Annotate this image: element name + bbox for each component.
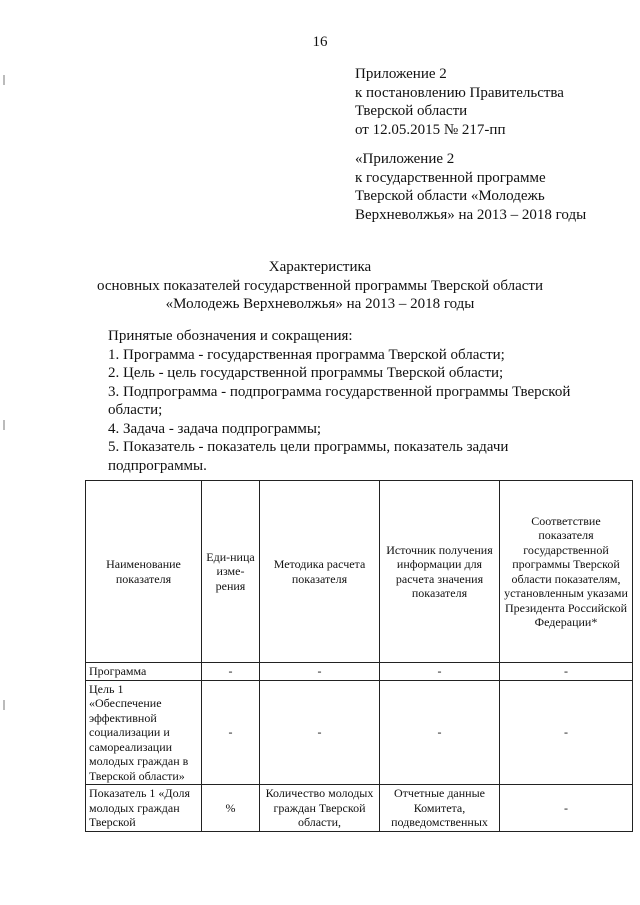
- table-cell: -: [260, 680, 380, 785]
- notes-line: 4. Задача - задача подпрограммы;: [108, 420, 322, 437]
- table-header-cell: Еди-ница изме-рения: [202, 481, 260, 663]
- table-cell: Цель 1 «Обеспечение эффективной социализации и самореализации молодых граждан в Тверской области»: [86, 680, 202, 785]
- table-cell: -: [500, 663, 633, 681]
- appendix-line: к государственной программе: [355, 169, 546, 186]
- title-line: «Молодежь Верхневолжья» на 2013 – 2018 годы: [165, 296, 475, 312]
- table-header-cell: Наименование показателя: [86, 481, 202, 663]
- notes-line: подпрограммы.: [108, 457, 207, 474]
- appendix-line: «Приложение 2: [355, 151, 455, 167]
- notes-line: 3. Подпрограмма - подпрограмма государственной программы Тверской: [108, 383, 571, 400]
- scan-artifact: [3, 700, 5, 710]
- notes-line: 2. Цель - цель государственной программы Тверской области;: [108, 365, 504, 381]
- table-cell: Количество молодых граждан Тверской области,: [260, 785, 380, 832]
- appendix-line: Верхневолжья» на 2013 – 2018 годы: [355, 206, 587, 223]
- scan-artifact: [3, 420, 5, 430]
- appendix-line: Приложение 2: [355, 66, 447, 82]
- table-cell: -: [380, 663, 500, 681]
- appendix-line: к постановлению Правительства: [355, 84, 564, 101]
- table-header-cell: Соответствие показателя государственной программы Тверской области показателям, установленным указами Президента Российской Федерации*: [500, 481, 633, 663]
- table-row: [86, 785, 633, 832]
- table-cell: Программа: [86, 663, 202, 681]
- notes-line: 1. Программа - государственная программа Тверской области;: [108, 346, 505, 363]
- table-cell: Показатель 1 «Доля молодых граждан Тверской: [86, 785, 202, 832]
- appendix-line: Тверской области: [355, 103, 468, 119]
- appendix-line: Тверской области «Молодежь: [355, 188, 545, 204]
- title-line: основных показателей государственной программы Тверской области: [96, 277, 544, 294]
- notes-line: Принятые обозначения и сокращения:: [108, 328, 353, 344]
- table-cell: -: [380, 680, 500, 785]
- table-cell: Отчетные данные Комитета, подведомственных: [380, 785, 500, 832]
- table-cell: -: [202, 680, 260, 785]
- indicators-table: [85, 480, 633, 832]
- scan-artifact: [3, 75, 5, 85]
- notes-line: 5. Показатель - показатель цели программы, показатель задачи: [108, 439, 509, 455]
- page-number: 16: [312, 34, 328, 50]
- table-row: [86, 663, 633, 681]
- title-line: Характеристика: [268, 259, 372, 275]
- table-header-row: [86, 481, 633, 663]
- table-cell: -: [500, 680, 633, 785]
- table-row: [86, 680, 633, 785]
- document-title: [0, 258, 640, 314]
- table-header-cell: Методика расчета показателя: [260, 481, 380, 663]
- appendix-header: [355, 65, 564, 139]
- table-cell: -: [260, 663, 380, 681]
- notes-line: области;: [108, 402, 163, 418]
- table-cell: -: [202, 663, 260, 681]
- table-cell: -: [500, 785, 633, 832]
- abbreviations-list: [108, 327, 588, 475]
- appendix-sub-header: [355, 150, 586, 224]
- table-header-cell: Источник получения информации для расчета значения показателя: [380, 481, 500, 663]
- table-cell: %: [202, 785, 260, 832]
- appendix-line: от 12.05.2015 № 217-пп: [355, 121, 506, 138]
